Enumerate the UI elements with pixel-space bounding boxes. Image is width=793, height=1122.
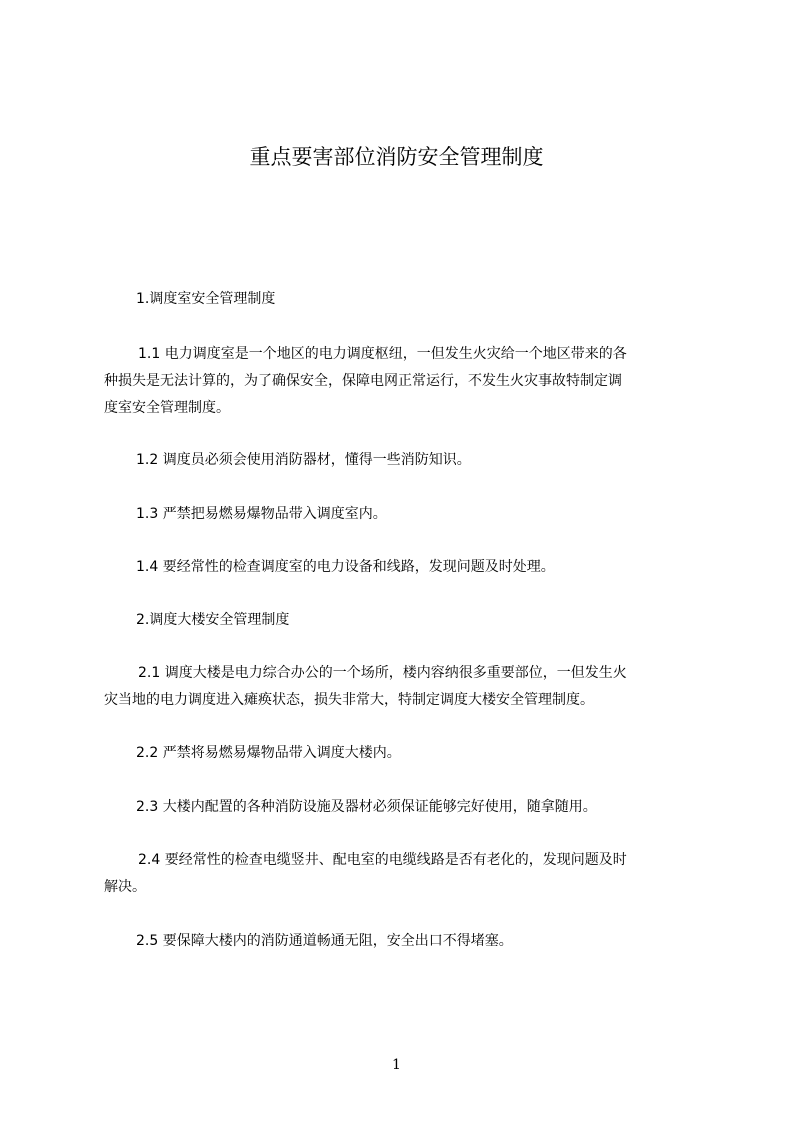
paragraph-line: 度室安全管理制度。 xyxy=(104,400,230,416)
paragraph-2-1 xyxy=(104,660,704,714)
paragraph-1-1 xyxy=(104,341,704,422)
paragraph-1-2 xyxy=(104,447,704,474)
paragraph-2-4 xyxy=(104,847,704,901)
paragraph-1-4 xyxy=(104,554,704,581)
paragraph-line: 1.4 要经常性的检查调度室的电力设备和线路，发现问题及时处理。 xyxy=(136,559,555,575)
page-title: 重点要害部位消防安全管理制度 xyxy=(249,145,544,169)
paragraph-line: 2.调度大楼安全管理制度 xyxy=(136,612,290,628)
paragraph-line: 2.1 调度大楼是电力综合办公的一个场所，楼内容纳很多重要部位，一但发生火 xyxy=(138,665,627,681)
paragraph-line: 1.3 严禁把易燃易爆物品带入调度室内。 xyxy=(136,506,387,522)
paragraph-2-2 xyxy=(104,740,704,767)
section-heading-1 xyxy=(104,286,704,313)
paragraph-line: 1.2 调度员必须会使用消防器材，懂得一些消防知识。 xyxy=(136,452,471,468)
paragraph-line: 2.2 严禁将易燃易爆物品带入调度大楼内。 xyxy=(136,745,401,761)
paragraph-line: 1.1 电力调度室是一个地区的电力调度枢纽，一但发生火灾给一个地区带来的各 xyxy=(138,346,627,362)
paragraph-line: 解决。 xyxy=(104,879,146,895)
paragraph-2-5 xyxy=(104,928,704,955)
paragraph-1-3 xyxy=(104,501,704,528)
paragraph-line: 种损失是无法计算的，为了确保安全，保障电网正常运行，不发生火灾事故特制定调 xyxy=(104,373,622,389)
paragraph-line: 灾当地的电力调度进入瘫痪状态，损失非常大，特制定调度大楼安全管理制度。 xyxy=(104,692,594,708)
section-heading-2 xyxy=(104,607,704,634)
paragraph-2-3 xyxy=(104,794,704,821)
paragraph-line: 2.3 大楼内配置的各种消防设施及器材必须保证能够完好使用，随拿随用。 xyxy=(136,799,597,815)
paragraph-line: 2.5 要保障大楼内的消防通道畅通无阻，安全出口不得堵塞。 xyxy=(136,933,513,949)
paragraph-line: 1.调度室安全管理制度 xyxy=(136,291,276,307)
page-number: 1 xyxy=(392,1057,401,1073)
paragraph-line: 2.4 要经常性的检查电缆竖井、配电室的电缆线路是否有老化的，发现问题及时 xyxy=(138,852,627,868)
